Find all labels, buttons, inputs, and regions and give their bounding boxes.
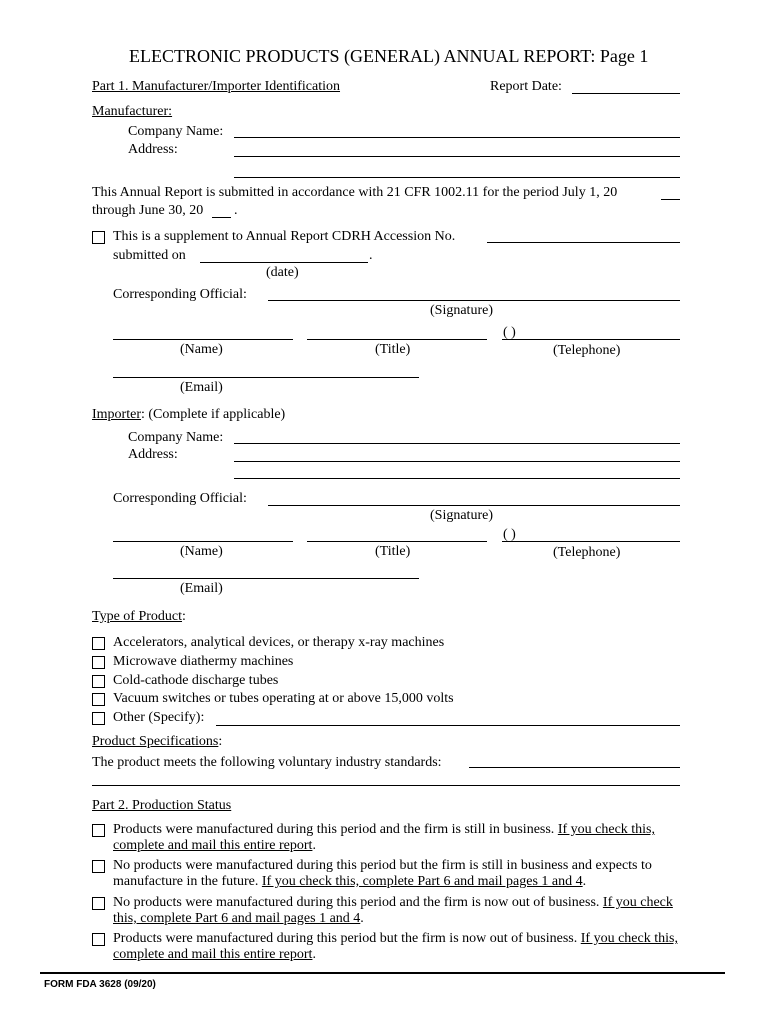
telephone-caption: (Telephone) [553,343,621,358]
product-option-checkbox[interactable] [92,675,105,688]
manufacturer-company-label: Company Name: [128,124,224,139]
manufacturer-address-field-1[interactable] [234,156,680,157]
report-date-field[interactable] [572,93,680,94]
part2-heading: Part 2. Production Status [92,798,232,813]
importer-company-field[interactable] [234,443,680,444]
importer-address-field-2[interactable] [234,478,680,479]
specs-heading [92,734,222,750]
period-start-year-field[interactable] [661,199,680,200]
importer-email-caption: (Email) [180,581,223,596]
footer-rule [40,972,725,974]
importer-name-caption: (Name) [180,544,223,559]
specs-heading-colon: : [218,734,223,749]
importer-heading-note: : (Complete if applicable) [140,407,286,422]
importer-company-label: Company Name: [128,430,224,445]
submitted-on-label: submitted on [113,248,186,263]
official-telephone-field[interactable] [502,339,680,340]
manufacturer-heading: Manufacturer: [92,104,173,119]
phone-area-parens: ( ) [503,325,516,340]
importer-signature-caption: (Signature) [430,508,493,523]
importer-phone-area-parens: ( ) [503,527,516,542]
form-id: FORM FDA 3628 (09/20) [44,979,156,990]
status-option [113,931,683,963]
status-text: Products were manufactured during this period but the firm is now out of business. [113,931,578,946]
status-option [113,858,683,890]
importer-official-telephone-field[interactable] [502,541,680,542]
report-date-label: Report Date: [490,79,562,94]
submission-period-dot: . [234,203,238,218]
product-option-checkbox[interactable] [92,637,105,650]
importer-heading-label: Importer [92,407,141,422]
status-text: No products were manufactured during this period and the firm is now out of business. [113,895,600,910]
submission-text-line2: through June 30, 20 [92,203,204,218]
email-caption: (Email) [180,380,223,395]
manufacturer-address-field-2[interactable] [234,177,680,178]
importer-official-title-field[interactable] [307,541,487,542]
importer-heading [92,407,285,423]
status-checkbox[interactable] [92,824,105,837]
product-option-label: Accelerators, analytical devices, or therapy x-ray machines [113,635,445,650]
official-label: Corresponding Official: [113,287,247,302]
importer-official-name-field[interactable] [113,541,293,542]
status-text: No products were manufactured during this period but the firm is still in business and expects to manufacture in the future. [113,858,652,889]
other-specify-field[interactable] [216,725,680,726]
official-signature-field[interactable] [268,300,680,301]
product-option-checkbox[interactable] [92,656,105,669]
title-caption: (Title) [375,342,411,357]
status-end: . [312,838,316,853]
part1-heading: Part 1. Manufacturer/Importer Identification [92,79,341,94]
status-instruction: If you check this, complete and mail this entire report [113,822,656,853]
status-option [113,822,683,854]
manufacturer-company-field[interactable] [234,137,680,138]
status-checkbox[interactable] [92,933,105,946]
page-title: ELECTRONIC PRODUCTS (GENERAL) ANNUAL REPORT: Page 1 [129,46,649,66]
product-option-label: Microwave diathermy machines [113,654,294,669]
product-option-label: Other (Specify): [113,710,205,725]
submission-text-line1: This Annual Report is submitted in accordance with 21 CFR 1002.11 for the period July 1, 20 [92,185,618,200]
specs-heading-label: Product Specifications [92,734,219,749]
status-option [113,895,683,927]
official-email-field[interactable] [113,377,419,378]
standards-field[interactable] [469,767,680,768]
status-instruction: If you check this, complete Part 6 and mail pages 1 and 4 [113,895,673,926]
standards-field-2[interactable] [92,785,680,786]
product-option-label: Cold-cathode discharge tubes [113,673,279,688]
submitted-on-date-field[interactable] [200,262,368,263]
importer-address-field-1[interactable] [234,461,680,462]
signature-caption: (Signature) [430,303,493,318]
product-option-checkbox[interactable] [92,712,105,725]
product-option-checkbox[interactable] [92,693,105,706]
importer-telephone-caption: (Telephone) [553,545,621,560]
status-end: . [312,947,316,962]
supplement-checkbox[interactable] [92,231,105,244]
importer-official-email-field[interactable] [113,578,419,579]
importer-address-label: Address: [128,447,178,462]
official-name-field[interactable] [113,339,293,340]
official-title-field[interactable] [307,339,487,340]
specs-text: The product meets the following voluntary industry standards: [92,755,442,770]
product-type-heading-colon: : [182,609,186,624]
period-end-year-field[interactable] [212,217,231,218]
status-checkbox[interactable] [92,860,105,873]
product-type-heading-label: Type of Product [92,609,183,624]
importer-title-caption: (Title) [375,544,411,559]
status-text: Products were manufactured during this period and the firm is still in business. [113,822,555,837]
status-instruction: If you check this, complete Part 6 and mail pages 1 and 4 [261,874,583,889]
product-type-heading [92,609,186,625]
supplement-text: This is a supplement to Annual Report CDRH Accession No. [113,229,456,244]
status-instruction: If you check this, complete and mail this entire report [113,931,678,962]
date-caption: (date) [266,265,299,280]
status-end: . [360,911,364,926]
status-end: . [582,874,587,889]
name-caption: (Name) [180,342,223,357]
product-option-label: Vacuum switches or tubes operating at or above 15,000 volts [113,691,454,706]
accession-number-field[interactable] [487,242,680,243]
manufacturer-address-label: Address: [128,142,178,157]
importer-official-label: Corresponding Official: [113,491,247,506]
status-checkbox[interactable] [92,897,105,910]
submitted-on-period: . [369,248,373,263]
importer-official-signature-field[interactable] [268,505,680,506]
